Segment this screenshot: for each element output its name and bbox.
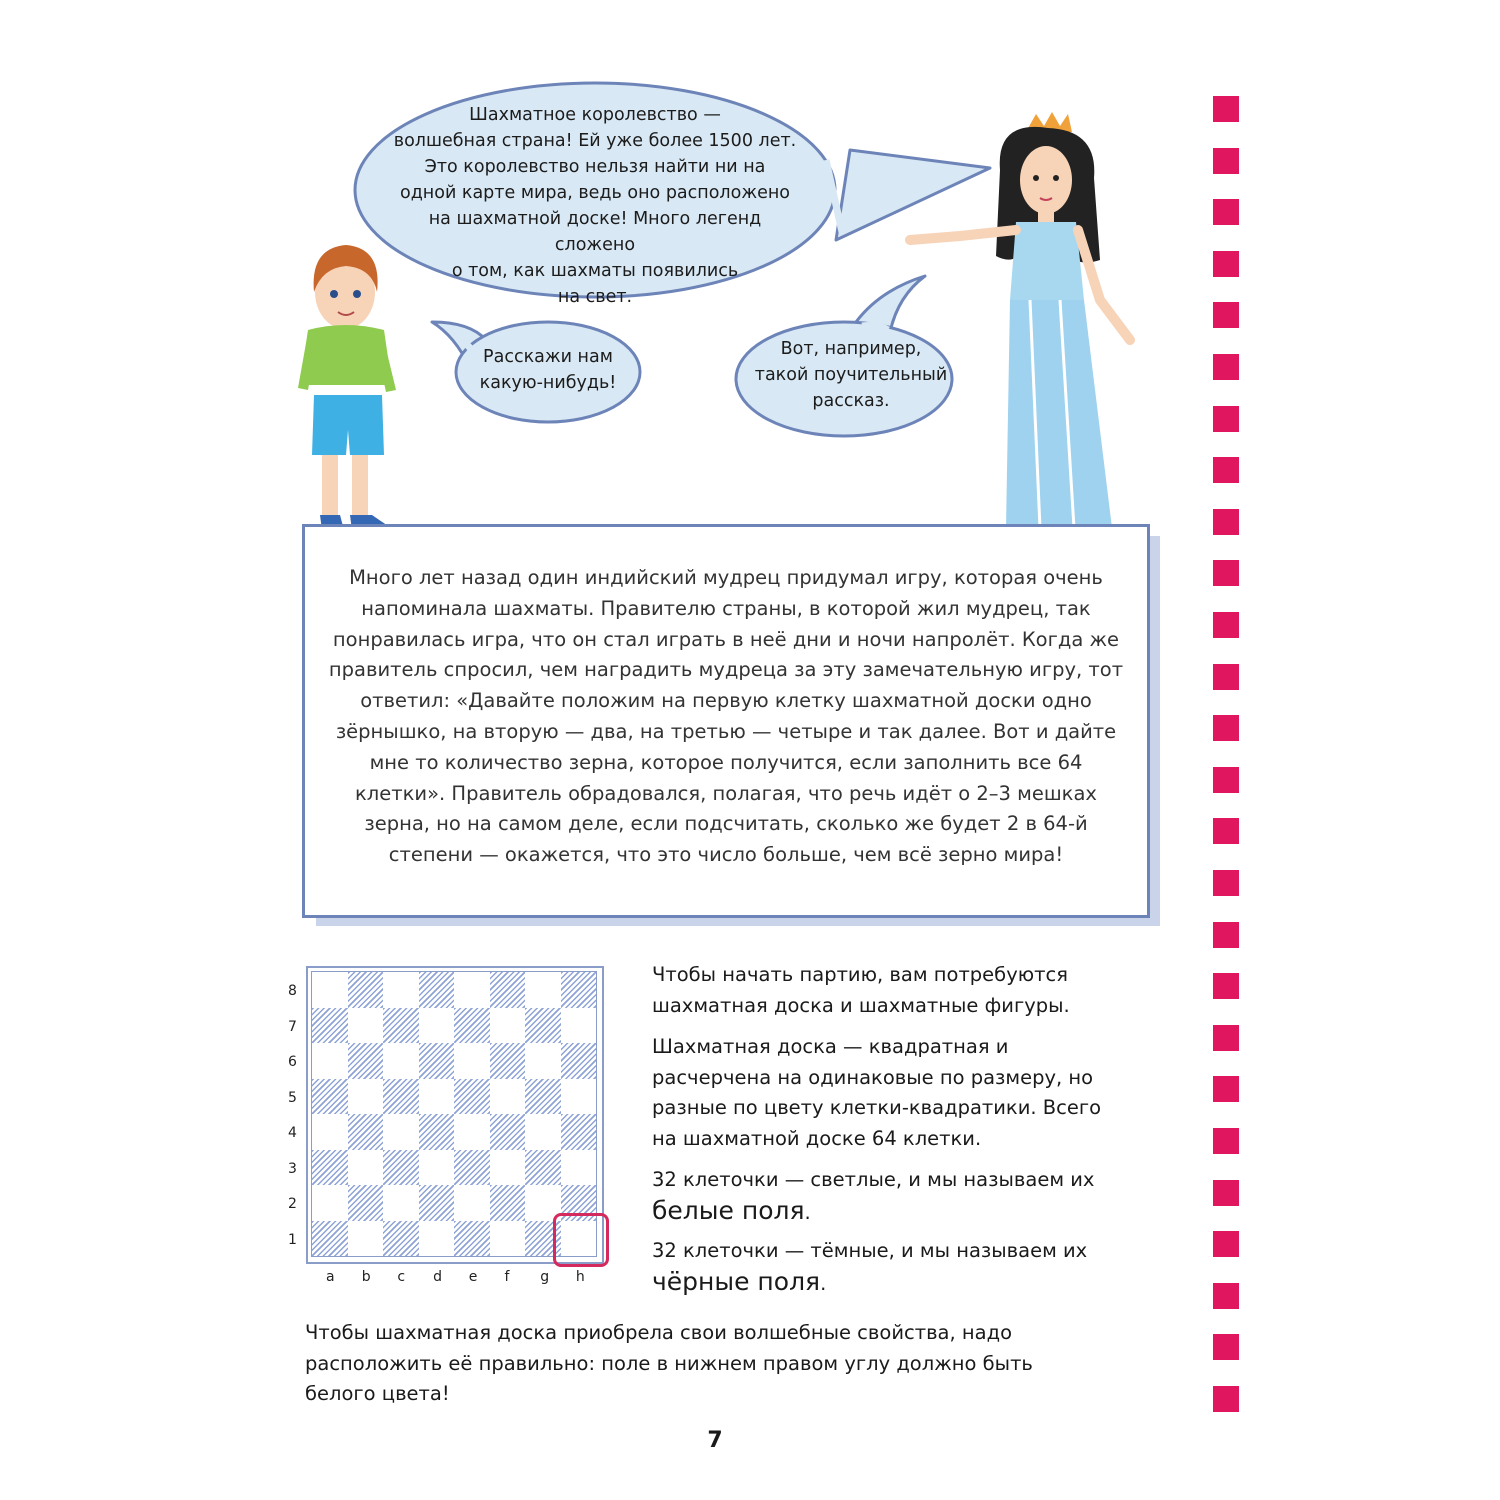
dark-square xyxy=(454,1079,490,1115)
side-mark xyxy=(1213,664,1239,690)
rank-label: 6 xyxy=(288,1054,297,1070)
light-square xyxy=(312,1185,348,1221)
corner-square-highlight xyxy=(553,1213,609,1267)
black-squares-term: чёрные поля xyxy=(652,1266,821,1296)
light-square xyxy=(312,1043,348,1079)
light-square xyxy=(561,1008,597,1044)
light-square xyxy=(419,1079,455,1115)
side-mark xyxy=(1213,922,1239,948)
file-label: c xyxy=(397,1269,406,1285)
bubble-line: волшебная страна! Ей уже более 1500 лет. xyxy=(393,131,797,151)
bubble-line: какую-нибудь! xyxy=(479,373,617,393)
rank-label: 8 xyxy=(288,983,297,999)
dark-square xyxy=(312,1221,348,1257)
light-square xyxy=(419,1221,455,1257)
dark-square xyxy=(312,1150,348,1186)
light-square xyxy=(454,972,490,1008)
light-square xyxy=(383,1185,419,1221)
side-mark xyxy=(1213,1386,1239,1412)
light-square xyxy=(383,1114,419,1150)
dark-square xyxy=(348,1114,384,1150)
rank-label: 4 xyxy=(288,1125,297,1141)
file-label: b xyxy=(361,1269,371,1285)
dark-square xyxy=(490,972,526,1008)
side-mark xyxy=(1213,715,1239,741)
light-square xyxy=(454,1114,490,1150)
dark-square xyxy=(454,1008,490,1044)
bubble-line: Расскажи нам xyxy=(483,347,613,367)
side-mark xyxy=(1213,973,1239,999)
rank-label: 2 xyxy=(288,1196,297,1212)
dark-square xyxy=(561,1114,597,1150)
file-label: e xyxy=(468,1269,478,1285)
light-square xyxy=(525,972,561,1008)
light-square xyxy=(454,1185,490,1221)
light-square xyxy=(490,1221,526,1257)
light-square xyxy=(561,1079,597,1115)
dark-square xyxy=(454,1221,490,1257)
punctuation: . xyxy=(804,1200,811,1224)
light-square xyxy=(490,1008,526,1044)
light-square xyxy=(419,1008,455,1044)
dark-square xyxy=(419,1043,455,1079)
paragraph-black-squares xyxy=(652,1236,1152,1299)
black-squares-text: 32 клеточки — тёмные, и мы называем их xyxy=(652,1239,1088,1262)
light-square xyxy=(312,1114,348,1150)
dark-square xyxy=(419,972,455,1008)
dark-square xyxy=(490,1185,526,1221)
side-mark xyxy=(1213,870,1239,896)
dark-square xyxy=(383,1008,419,1044)
paragraph-board-orientation: Чтобы шахматная доска приобрела свои волшебные свойства, надо расположить её правильно: поле в нижнем правом углу должно быть белого цвета! xyxy=(305,1321,1033,1405)
side-mark xyxy=(1213,1283,1239,1309)
paragraph-start-game: Чтобы начать партию, вам потребуются шахматная доска и шахматные фигуры. xyxy=(652,963,1070,1017)
light-square xyxy=(383,1043,419,1079)
light-square xyxy=(348,1079,384,1115)
chess-board-grid xyxy=(311,971,597,1257)
light-square xyxy=(490,1079,526,1115)
paragraph-white-squares xyxy=(652,1165,1152,1228)
page-number: 7 xyxy=(707,1428,723,1453)
bubble-line: рассказ. xyxy=(812,391,890,411)
dark-square xyxy=(383,1150,419,1186)
light-square xyxy=(312,972,348,1008)
file-label: g xyxy=(540,1269,550,1285)
dark-square xyxy=(525,1008,561,1044)
bubble-line: на шахматной доске! Много легенд сложено xyxy=(428,209,762,255)
file-label: h xyxy=(575,1269,585,1285)
rank-label: 3 xyxy=(288,1160,297,1177)
speech-text-boy xyxy=(465,344,631,396)
bubble-line: Это королевство нельзя найти ни на xyxy=(424,157,766,177)
dark-square xyxy=(454,1150,490,1186)
bubble-line: на свет. xyxy=(557,287,633,307)
paragraph-board-description: Шахматная доска — квадратная и расчерчена на одинаковые по размеру, но разные по цвету клетки-квадратики. Всего на шахматной доске 64 клетки. xyxy=(652,1035,1102,1150)
dark-square xyxy=(525,1150,561,1186)
side-mark xyxy=(1213,818,1239,844)
dark-square xyxy=(312,1079,348,1115)
punctuation: . xyxy=(820,1271,827,1295)
dark-square xyxy=(348,1043,384,1079)
dark-square xyxy=(561,1043,597,1079)
bubble-line: о том, как шахматы появились xyxy=(451,261,739,281)
dark-square xyxy=(525,1079,561,1115)
side-mark xyxy=(1213,1076,1239,1102)
light-square xyxy=(454,1043,490,1079)
speech-text-queen-small xyxy=(746,336,956,414)
light-square xyxy=(525,1043,561,1079)
dark-square xyxy=(383,1221,419,1257)
light-square xyxy=(419,1150,455,1186)
side-mark xyxy=(1213,1025,1239,1051)
file-label: f xyxy=(504,1269,510,1285)
bubble-line: Вот, например, xyxy=(780,339,922,359)
dark-square xyxy=(490,1114,526,1150)
file-label: a xyxy=(326,1269,335,1285)
dark-square xyxy=(490,1043,526,1079)
bubble-line: Шахматное королевство — xyxy=(469,105,721,125)
dark-square xyxy=(419,1114,455,1150)
light-square xyxy=(348,1221,384,1257)
dark-square xyxy=(383,1079,419,1115)
story-text: Много лет назад один индийский мудрец придумал игру, которая очень напоминала шахматы. Правителю страны, в которой жил мудрец, так понравилась игра, что он стал играть в неё дни и ночи напролёт. Когда же правитель спросил, чем наградить мудреца за эту замечательную игру, тот ответил: «Давайте положим на первую клетку шахматной доски одно зёрнышко, на вторую — два, на третью — четыре и так далее. Вот и дайте мне то количество зерна, которое получится, если заполнить все 64 клетки». Правитель обрадовался, полагая, что речь идёт о 2–3 мешках зерна, но на самом деле, если подсчитать, сколько же будет 2 в 64-й степени — окажется, что это число больше, чем всё зерно мира! xyxy=(328,566,1124,867)
file-label: d xyxy=(433,1269,442,1285)
rank-label: 7 xyxy=(288,1018,297,1035)
light-square xyxy=(348,1150,384,1186)
story-box xyxy=(302,524,1150,918)
dark-square xyxy=(312,1008,348,1044)
boy-illustration xyxy=(298,245,396,530)
bubble-line: такой поучительный xyxy=(754,365,948,385)
side-mark xyxy=(1213,1180,1239,1206)
side-mark xyxy=(1213,1128,1239,1154)
white-squares-term: белые поля xyxy=(652,1195,805,1225)
dark-square xyxy=(419,1185,455,1221)
side-mark xyxy=(1213,1231,1239,1257)
side-mark xyxy=(1213,560,1239,586)
light-square xyxy=(561,1150,597,1186)
bubble-line: одной карте мира, ведь оно расположено xyxy=(400,183,790,203)
side-mark xyxy=(1213,612,1239,638)
side-mark xyxy=(1213,767,1239,793)
rank-label: 5 xyxy=(288,1089,297,1106)
dark-square xyxy=(348,1185,384,1221)
dark-square xyxy=(561,972,597,1008)
dark-square xyxy=(348,972,384,1008)
rank-label: 1 xyxy=(288,1231,297,1248)
speech-text-queen xyxy=(390,102,800,310)
light-square xyxy=(383,972,419,1008)
light-square xyxy=(525,1114,561,1150)
light-square xyxy=(490,1150,526,1186)
side-mark xyxy=(1213,1334,1239,1360)
light-square xyxy=(348,1008,384,1044)
white-squares-text: 32 клеточки — светлые, и мы называем их xyxy=(652,1168,1095,1191)
